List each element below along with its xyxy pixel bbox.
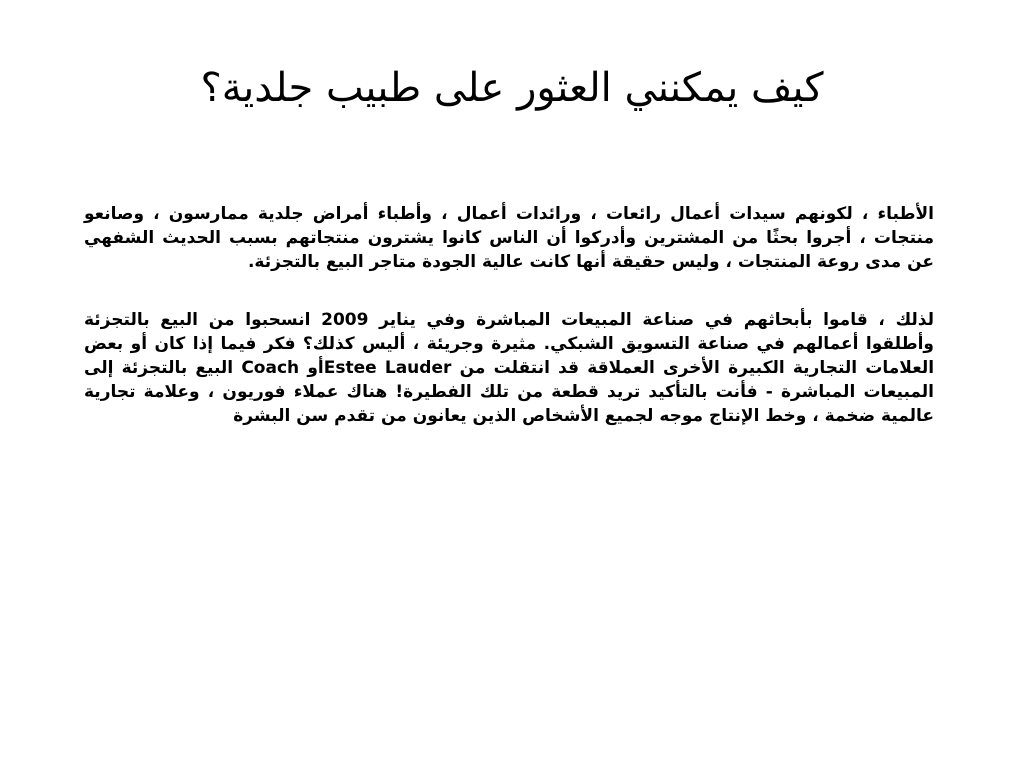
- paragraph-2-part-1: لذلك ، قاموا بأبحاثهم في صناعة المبيعات المباشرة وفي يناير: [379, 310, 934, 330]
- connector-or: أو: [307, 358, 324, 378]
- paragraph-1: الأطباء ، لكونهم سيدات أعمال رائعات ، ورائدات أعمال ، وأطباء أمراض جلدية ممارسون ، وصانعو منتجات ، أجروا بحثًا من المشترين وأدركوا أن الناس كانوا يشترون منتجاتهم بسبب الحديث الشفهي عن مدى روعة المنتجات ، وليس حقيقة أنها كانت عالية الجودة متاجر البيع بالتجزئة.: [84, 204, 934, 272]
- slide-title: كيف يمكنني العثور على طبيب جلدية؟: [200, 65, 824, 111]
- paragraph-2-part-2: انسحبوا من البيع بالتجزئة وأطلقوا أعمالهم في صناعة التسويق الشبكي. مثيرة وجريئة ، أليس كذلك؟ فكر فيما إذا كان أو بعض العلامات التجارية الكبيرة الأخرى العملاقة قد انتقلت من: [84, 310, 935, 378]
- paragraph-2-part-3: البيع بالتجزئة إلى المبيعات المباشرة - فأنت بالتأكيد تريد قطعة من تلك الفطيرة! هناك عملاء فوريون ، وعلامة تجارية عالمية ضخمة ، وخط الإنتاج موجه لجميع الأشخاص الذين يعانون من تقدم سن البشرة: [84, 358, 934, 426]
- brand-coach: Coach: [241, 358, 300, 378]
- paragraph-2: [84, 308, 934, 428]
- brand-estee-lauder: Estee Lauder: [323, 358, 452, 378]
- year-2009: 2009: [321, 310, 369, 330]
- slide-body: [84, 202, 934, 462]
